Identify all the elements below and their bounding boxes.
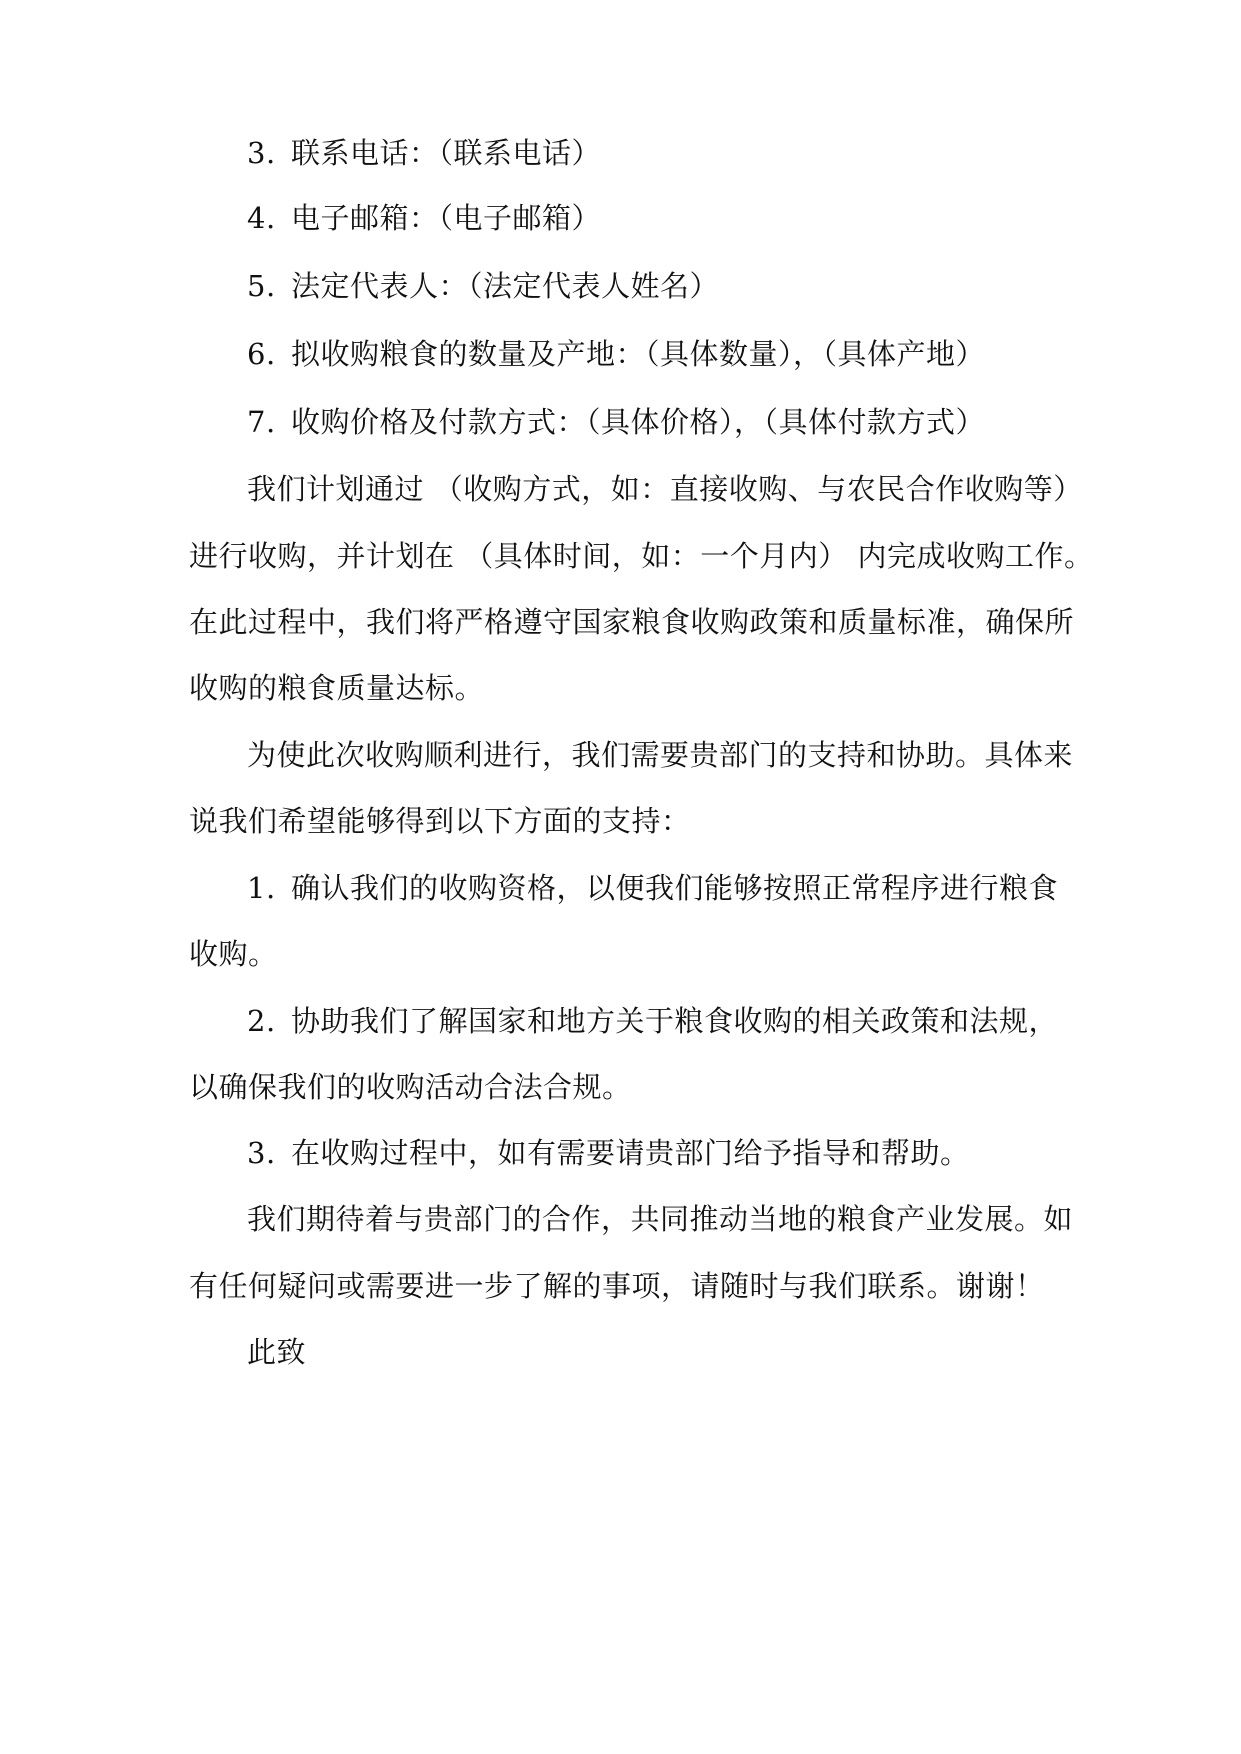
item-text: 协助我们了解国家和地方关于粮食收购的相关政策和法规， bbox=[291, 1004, 1059, 1038]
item-number: 5. bbox=[247, 269, 276, 303]
plan-paragraph-line: 收购的粮食质量达标。 bbox=[189, 671, 485, 705]
plan-paragraph-line: 进行收购，并计划在 （具体时间，如：一个月内） 内完成收购工作。 bbox=[189, 539, 1094, 573]
item-text: 拟收购粮食的数量及产地：（具体数量），（具体产地） bbox=[291, 337, 986, 371]
support-item-qualification bbox=[247, 870, 1058, 906]
contact-item-price bbox=[247, 404, 985, 440]
support-item-policy bbox=[247, 1003, 1058, 1039]
item-number: 3. bbox=[247, 136, 276, 170]
item-text: 联系电话：（联系电话） bbox=[291, 136, 602, 170]
item-number: 4. bbox=[247, 201, 276, 235]
support-paragraph-line: 说我们希望能够得到以下方面的支持： bbox=[189, 804, 691, 838]
support-item-continuation: 以确保我们的收购活动合法合规。 bbox=[189, 1070, 632, 1104]
item-text: 在收购过程中，如有需要请贵部门给予指导和帮助。 bbox=[291, 1136, 970, 1170]
contact-item-quantity bbox=[247, 336, 985, 372]
item-number: 2. bbox=[247, 1004, 276, 1038]
item-number: 6. bbox=[247, 337, 276, 371]
item-text: 确认我们的收购资格，以便我们能够按照正常程序进行粮食 bbox=[291, 871, 1059, 905]
item-number: 3. bbox=[247, 1136, 276, 1170]
closing-paragraph-line: 我们期待着与贵部门的合作，共同推动当地的粮食产业发展。如 bbox=[247, 1202, 1074, 1236]
plan-paragraph-line: 在此过程中，我们将严格遵守国家粮食收购政策和质量标准，确保所 bbox=[189, 605, 1075, 639]
salutation: 此致 bbox=[247, 1335, 307, 1369]
contact-item-phone bbox=[247, 135, 601, 171]
closing-paragraph-line: 有任何疑问或需要进一步了解的事项，请随时与我们联系。谢谢！ bbox=[189, 1269, 1045, 1303]
plan-paragraph-line: 我们计划通过 （收购方式，如：直接收购、与农民合作收购等） bbox=[247, 472, 1083, 506]
contact-item-email bbox=[247, 200, 601, 236]
item-number: 1. bbox=[247, 871, 276, 905]
contact-item-legal-rep bbox=[247, 268, 719, 304]
support-item-continuation: 收购。 bbox=[189, 937, 278, 971]
item-text: 电子邮箱：（电子邮箱） bbox=[291, 201, 602, 235]
support-item-guidance bbox=[247, 1135, 970, 1171]
item-number: 7. bbox=[247, 405, 276, 439]
support-paragraph-line: 为使此次收购顺利进行，我们需要贵部门的支持和协助。具体来 bbox=[247, 738, 1074, 772]
item-text: 收购价格及付款方式：（具体价格），（具体付款方式） bbox=[291, 405, 986, 439]
item-text: 法定代表人：（法定代表人姓名） bbox=[291, 269, 720, 303]
